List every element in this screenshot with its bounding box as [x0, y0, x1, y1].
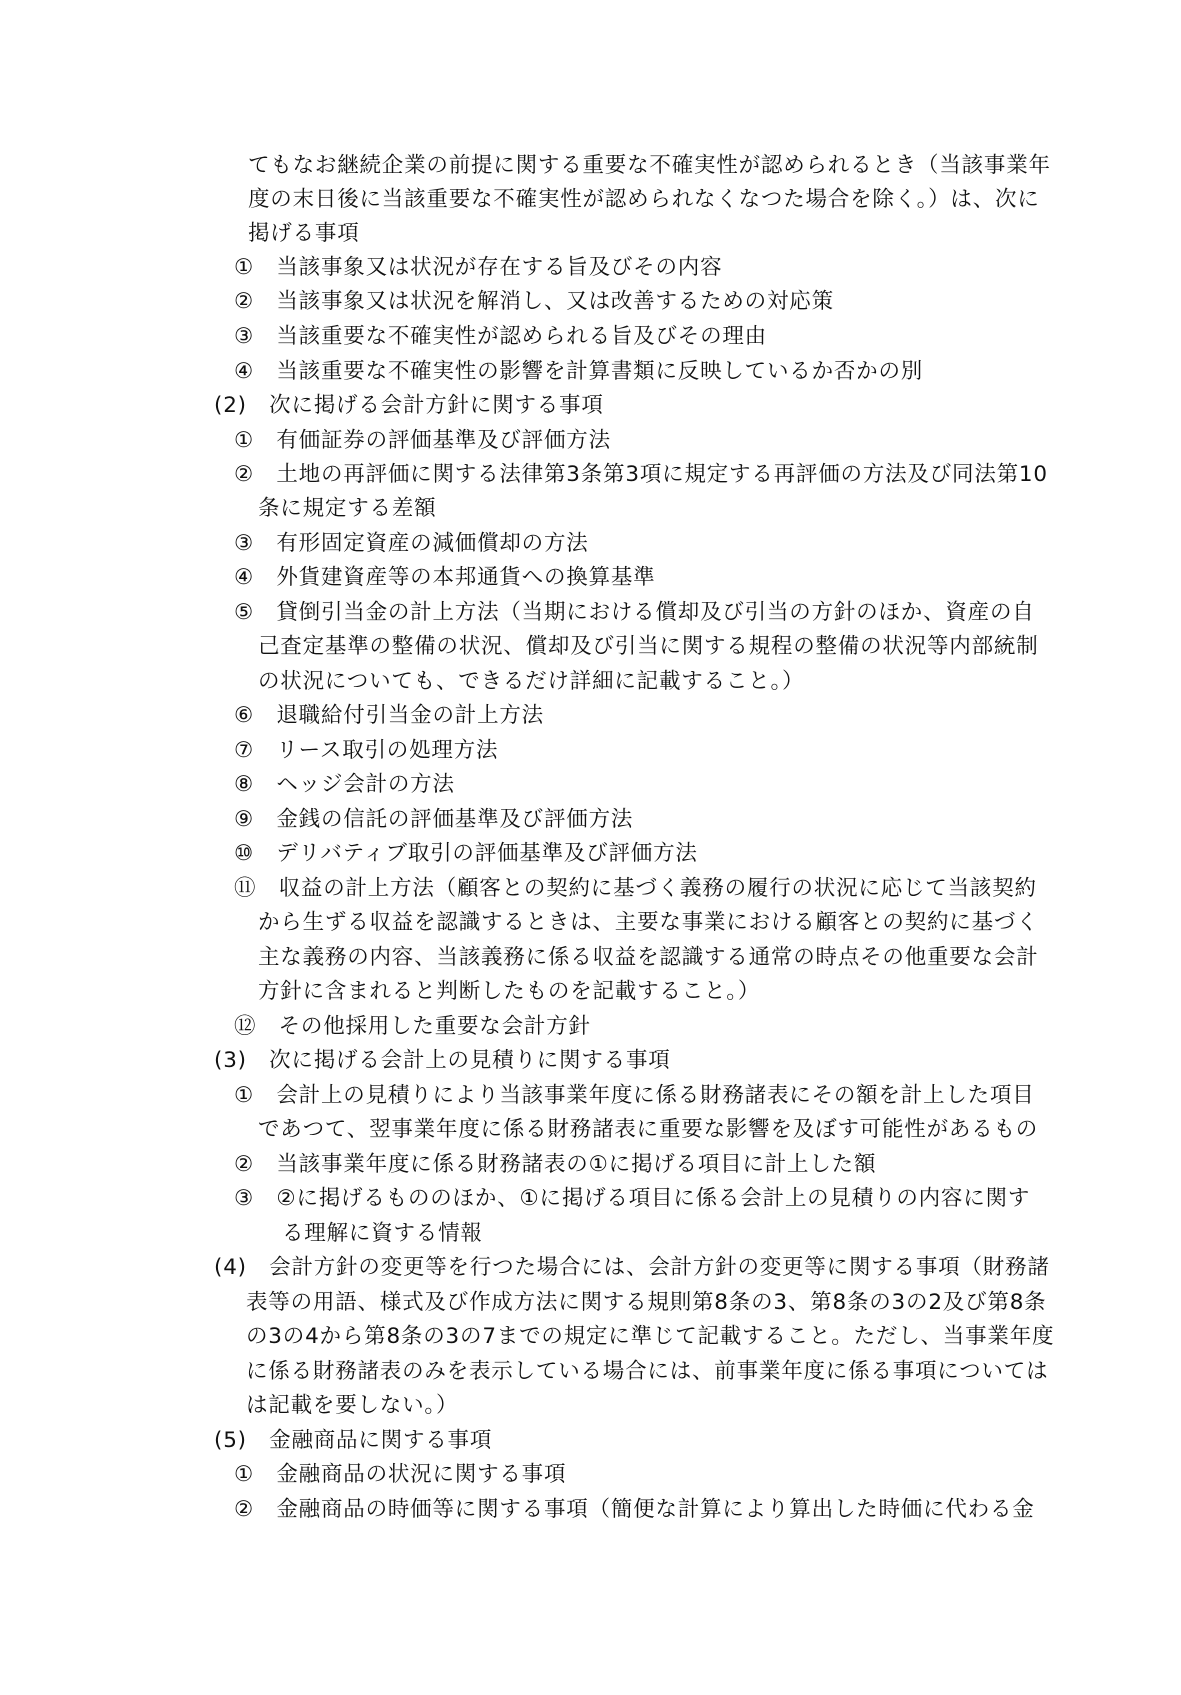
text-line: る理解に資する情報: [282, 1221, 483, 1246]
text-line: 己査定基準の整備の状況、償却及び引当に関する規程の整備の状況等内部統制: [258, 634, 1039, 659]
text-line: の3の4から第8条の3の7までの規定に準じて記載すること。ただし、当事業年度: [246, 1324, 1055, 1349]
list-item: ③ ②に掲げるもののほか、①に掲げる項目に係る会計上の見積りの内容に関す: [234, 1186, 1031, 1211]
list-item: ⑥ 退職給付引当金の計上方法: [234, 703, 544, 728]
text-line: であつて、翌事業年度に係る財務諸表に重要な影響を及ぼす可能性があるもの: [258, 1117, 1039, 1142]
text-line: 条に規定する差額: [258, 496, 437, 521]
list-item: ⑤ 貸倒引当金の計上方法（当期における償却及び引当の方針のほか、資産の自: [234, 600, 1035, 625]
list-item: ① 金融商品の状況に関する事項: [234, 1462, 567, 1487]
list-item: ⑦ リース取引の処理方法: [234, 738, 499, 763]
text-line: 主な義務の内容、当該義務に係る収益を認識する通常の時点その他重要な会計: [258, 945, 1039, 970]
list-item: ② 当該事象又は状況を解消し、又は改善するための対応策: [234, 289, 834, 314]
list-item: ③ 当該重要な不確実性が認められる旨及びその理由: [234, 324, 767, 349]
section-heading: (2) 次に掲げる会計方針に関する事項: [214, 393, 604, 418]
text-line: 表等の用語、様式及び作成方法に関する規則第8条の3、第8条の3の2及び第8条: [246, 1290, 1047, 1315]
text-line: 方針に含まれると判断したものを記載すること。）: [258, 979, 761, 1004]
list-item: ④ 外貨建資産等の本邦通貨への換算基準: [234, 565, 656, 590]
text-line: てもなお継続企業の前提に関する重要な不確実性が認められるとき（当該事業年: [248, 153, 1051, 178]
list-item: ⑪ 収益の計上方法（顧客との契約に基づく義務の履行の状況に応じて当該契約: [234, 876, 1037, 901]
list-item: ② 当該事業年度に係る財務諸表の①に掲げる項目に計上した額: [234, 1152, 877, 1177]
list-item: ⑫ その他採用した重要な会計方針: [234, 1014, 591, 1039]
text-line: は記載を要しない。）: [246, 1393, 459, 1418]
list-item: ④ 当該重要な不確実性の影響を計算書類に反映しているか否かの別: [234, 359, 924, 384]
text-line: 掲げる事項: [248, 221, 360, 246]
list-item: ① 有価証券の評価基準及び評価方法: [234, 428, 611, 453]
list-item: ② 金融商品の時価等に関する事項（簡便な計算により算出した時価に代わる金: [234, 1497, 1035, 1522]
section-heading: (3) 次に掲げる会計上の見積りに関する事項: [214, 1048, 671, 1073]
list-item: ⑧ ヘッジ会計の方法: [234, 772, 455, 797]
text-line: に係る財務諸表のみを表示している場合には、前事業年度に係る事項については: [246, 1359, 1049, 1384]
list-item: ⑨ 金銭の信託の評価基準及び評価方法: [234, 807, 634, 832]
list-item: ① 会計上の見積りにより当該事業年度に係る財務諸表にその額を計上した項目: [234, 1083, 1035, 1108]
text-line: の状況についても、できるだけ詳細に記載すること。）: [258, 669, 805, 694]
list-item: ① 当該事象又は状況が存在する旨及びその内容: [234, 255, 723, 280]
text-line: 度の末日後に当該重要な不確実性が認められなくなつた場合を除く。）は、次に: [248, 187, 1040, 212]
section-heading: (5) 金融商品に関する事項: [214, 1428, 493, 1453]
section-heading: (4) 会計方針の変更等を行つた場合には、会計方針の変更等に関する事項（財務諸: [214, 1255, 1050, 1280]
list-item: ② 土地の再評価に関する法律第3条第3項に規定する再評価の方法及び同法第10: [234, 462, 1048, 487]
list-item: ⑩ デリバティブ取引の評価基準及び評価方法: [234, 841, 698, 866]
text-line: から生ずる収益を認識するときは、主要な事業における顧客との契約に基づく: [258, 910, 1039, 935]
list-item: ③ 有形固定資産の減価償却の方法: [234, 531, 589, 556]
